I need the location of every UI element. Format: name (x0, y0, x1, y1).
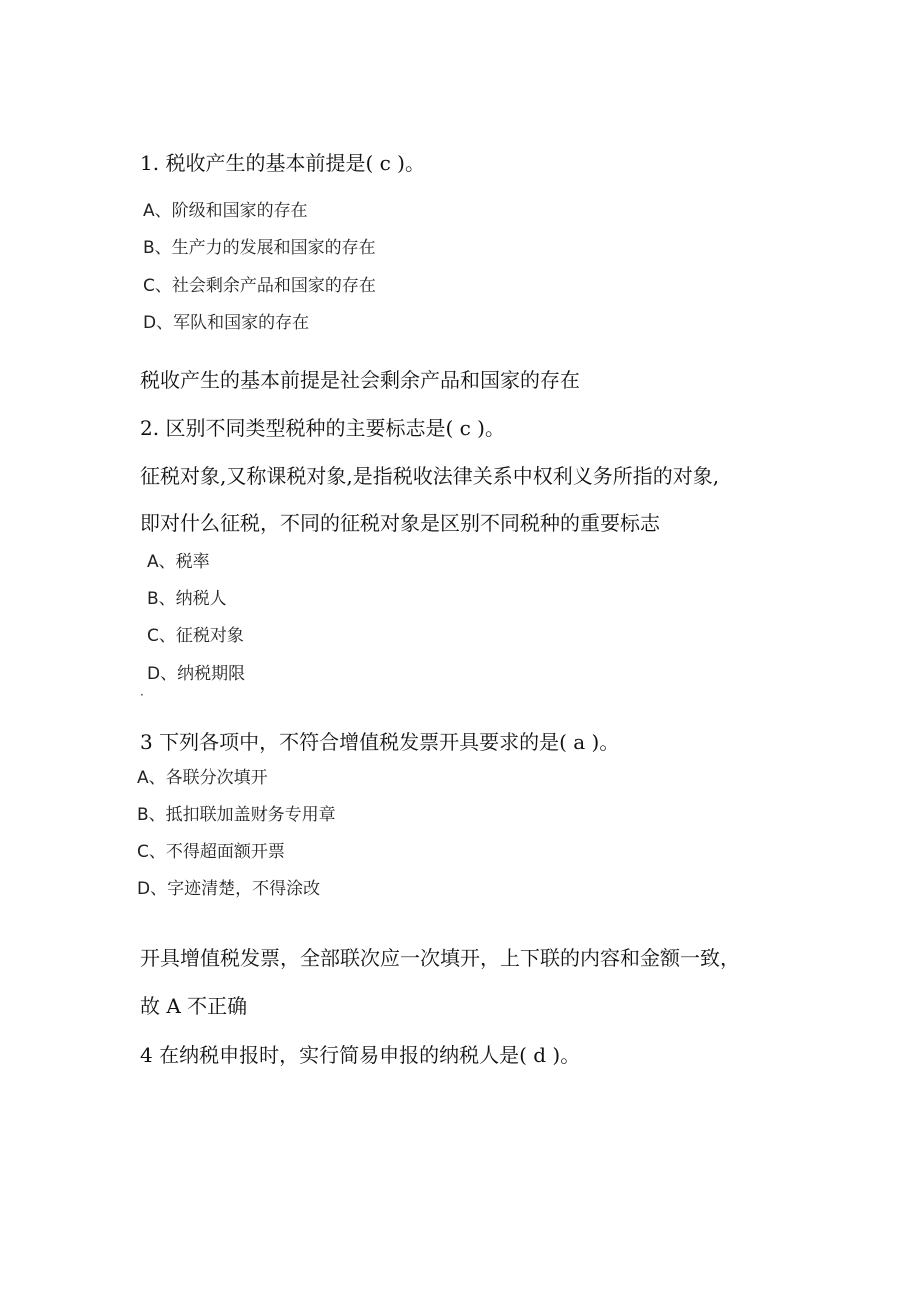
q1-option-c: C、社会剩余产品和国家的存在 (143, 276, 376, 296)
q3-option-a: A、各联分次填开 (137, 768, 268, 788)
q1-option-b: B、生产力的发展和国家的存在 (143, 238, 376, 258)
q1-option-a: A、阶级和国家的存在 (143, 201, 308, 221)
q1-explanation: 税收产生的基本前提是社会剩余产品和国家的存在 (140, 368, 580, 392)
stray-dot: · (140, 688, 144, 702)
q3-option-b: B、抵扣联加盖财务专用章 (137, 805, 336, 825)
q2-option-b: B、纳税人 (147, 589, 227, 609)
q2-option-c: C、征税对象 (147, 626, 244, 646)
question-3: 3 下列各项中，不符合增值税发票开具要求的是( a )。 (140, 730, 620, 754)
q3-option-c: C、不得超面额开票 (137, 842, 285, 862)
q3-option-d: D、字迹清楚，不得涂改 (137, 879, 321, 899)
q2-option-a: A、税率 (147, 552, 210, 572)
q3-explanation-line-1: 开具增值税发票，全部联次应一次填开，上下联的内容和金额一致， (140, 946, 740, 970)
q3-explanation-line-2: 故 A 不正确 (140, 994, 248, 1018)
question-4: 4 在纳税申报时，实行简易申报的纳税人是( d )。 (140, 1043, 581, 1067)
q2-option-d: D、纳税期限 (147, 664, 246, 684)
question-1: 1. 税收产生的基本前提是( c )。 (140, 151, 425, 175)
question-2: 2. 区别不同类型税种的主要标志是( c )。 (140, 416, 505, 440)
q2-explanation-line-2: 即对什么征税，不同的征税对象是区别不同税种的重要标志 (140, 511, 660, 535)
q1-option-d: D、军队和国家的存在 (143, 313, 310, 333)
q2-explanation-line-1: 征税对象,又称课税对象,是指税收法律关系中权利义务所指的对象, (140, 464, 720, 488)
